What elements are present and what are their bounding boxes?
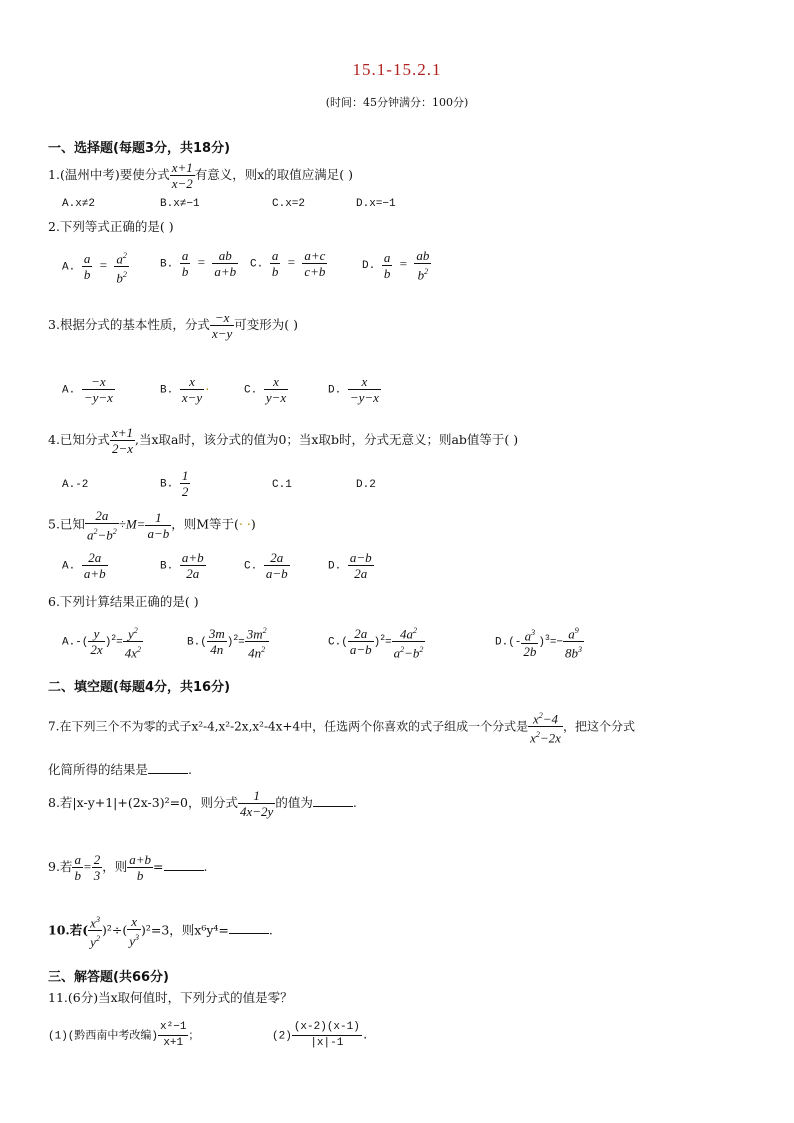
q6-option-b: B.( $\frac{3m}{4n}$ )$^2$= $\frac{3m^2}{4n^2}$	[187, 626, 267, 661]
q4-option-d: D.2	[356, 479, 376, 491]
question-2: 2.下列等式正确的是( )	[48, 219, 174, 234]
q6-option-a: A.-( $\frac{y}{2x}$ )$^2$= $\frac{y^2}{4x^2}$	[62, 626, 141, 661]
q7-answer-blank[interactable]	[148, 763, 188, 774]
q1-option-c: C.x=2	[272, 198, 306, 210]
question-8: 8.若|x-y+1|+(2x-3)²=0，则分式 $\frac{1}{4x-2y}$ 的值为 .	[48, 788, 357, 819]
question-1	[48, 160, 353, 191]
q6-option-c: C.( $\frac{2a}{a-b}$ )$^2$= $\frac{4a^2}{a^2-b^2}$	[328, 626, 424, 661]
q1-source: (温州中考)要使分式	[59, 167, 170, 182]
q8-answer-blank[interactable]	[313, 796, 353, 807]
q11-part-1: (1)(黔西南中考改编) $\frac{\text{x²−1}}{x+1}$ ；	[48, 1021, 200, 1049]
q2-option-d: D. $\frac{a}{b}$ = $\frac{ab}{b^2}$	[362, 248, 430, 283]
question-3: 3.根据分式的基本性质，分式 $\frac{-x}{x-y}$ 可变形为( )	[48, 310, 298, 341]
question-9: 9.若 $\frac{a}{b}$ = $\frac{2}{3}$ ，则 $\frac{a+b}{b}$ = .	[48, 852, 208, 883]
section-choice: 一、选择题(每题3分，共18分)	[48, 141, 231, 156]
q3-option-d: D. $\frac{x}{-y-x}$	[328, 374, 379, 405]
q4-fraction: $\frac{x+1}{2-x}$	[111, 425, 133, 456]
q1-option-a: A.x≠2	[62, 198, 96, 210]
q2-option-a: A. $\frac{a}{b}$ = $\frac{a^2}{b^2}$	[62, 251, 127, 286]
q5-option-b: B. $\frac{a+b}{2a}$	[160, 550, 204, 581]
q3-option-c: C. $\frac{x}{y-x}$	[244, 374, 287, 405]
q4-option-c: C.1	[272, 479, 292, 491]
q4-option-b: B. $\frac{1}{2}$	[160, 468, 189, 499]
q11-part-2: (2) $\frac{(x-2)(x-1)}{|x|-1}$ .	[272, 1021, 369, 1049]
q1-option-b: B.x≠−1	[160, 198, 200, 210]
question-6: 6.下列计算结果正确的是( )	[48, 594, 199, 609]
q1-number: 1.	[48, 167, 60, 182]
q1-option-d: D.x=−1	[356, 198, 396, 210]
q3-option-a: A. $\frac{-x}{-y-x}$	[62, 374, 113, 405]
q9-answer-blank[interactable]	[164, 860, 204, 871]
q4-option-a: A.-2	[62, 479, 89, 491]
q1-tail: 有意义，则x的取值应满足( )	[194, 167, 354, 182]
q6-option-d: D.(- $\frac{a^3}{2b}$ )$^3$=− $\frac{a^9}{8b^3}$	[495, 626, 583, 661]
q5-option-a: A. $\frac{2a}{a+b}$	[62, 550, 106, 581]
q3-fraction: $\frac{-x}{x-y}$	[211, 310, 233, 341]
section-solve: 三、解答题(共66分)	[48, 970, 169, 985]
page-subtitle: (时间：45分钟满分：100分)	[325, 96, 469, 109]
q2-option-c: C. $\frac{a}{b}$ = $\frac{a+c}{c+b}$	[250, 248, 326, 279]
question-4: 4.已知分式 $\frac{x+1}{2-x}$ ,当x取a时，该分式的值为0；当x取b时，分式无意义；则ab值等于( )	[48, 425, 519, 456]
section-fill: 二、填空题(每题4分，共16分)	[48, 680, 231, 695]
q5-option-c: C. $\frac{2a}{a-b}$	[244, 550, 288, 581]
question-11: 11.(6分)当x取何值时，下列分式的值是零？	[48, 990, 293, 1005]
q2-option-b: B. $\frac{a}{b}$ = $\frac{ab}{a+b}$	[160, 248, 237, 279]
page-title: 15.1-15.2.1	[352, 60, 442, 79]
question-10: 10.若( $\frac{x^3}{y^2}$ )²÷( $\frac{x}{y^3}$ )²=3，则x⁶y⁴= .	[48, 913, 273, 950]
question-7: 7.在下列三个不为零的式子x²-4,x²-2x,x²-4x+4中，任选两个你喜欢的式子组成一个分式是 $\frac{x^2-4}{x^2-2x}$ ，把这个分式	[48, 711, 635, 746]
question-7-line2: 化简所得的结果是 .	[48, 762, 192, 777]
question-5: 5.已知 $\frac{2a}{a^2-b^2}$ ÷M= $\frac{1}{a-b}$ ，则M等于(· ·)	[48, 508, 256, 543]
q10-answer-blank[interactable]	[229, 923, 269, 934]
q5-option-d: D. $\frac{a-b}{2a}$	[328, 550, 372, 581]
q1-fraction: $\frac{x+1}{x-2}$	[171, 160, 193, 191]
q3-option-b: B. $\frac{x}{x-y}$ ·	[160, 374, 211, 405]
